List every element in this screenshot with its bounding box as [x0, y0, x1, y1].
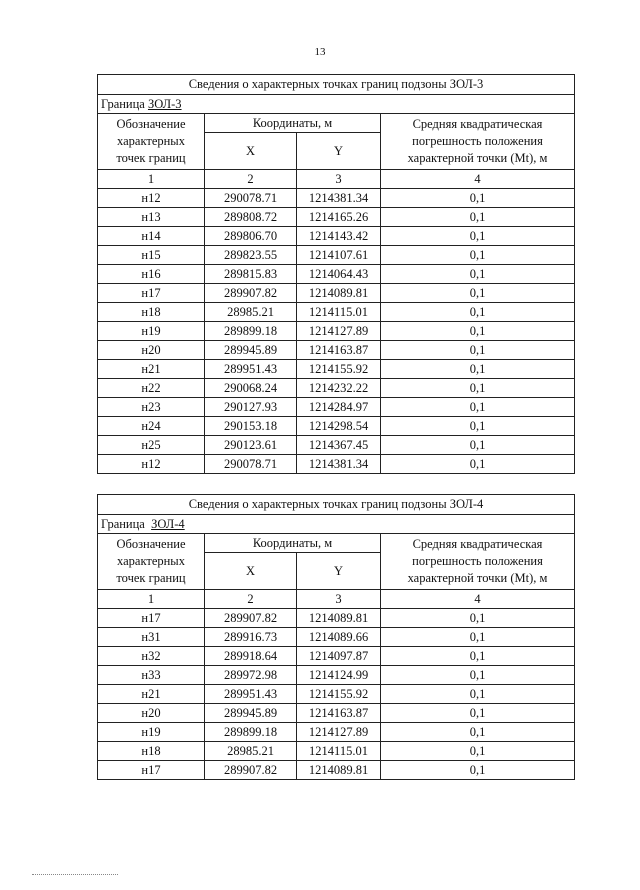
accuracy-cell: 0,1: [381, 341, 575, 360]
accuracy-cell: 0,1: [381, 609, 575, 628]
table-row: [98, 398, 575, 417]
x-cell: 289907.82: [205, 761, 297, 780]
accuracy-cell: 0,1: [381, 417, 575, 436]
coordinates-header: Координаты, м: [205, 114, 381, 133]
x-cell: 290078.71: [205, 189, 297, 208]
y-cell: 1214298.54: [297, 417, 381, 436]
point-id-cell: н19: [98, 723, 205, 742]
table-row: [98, 742, 575, 761]
table-row: [98, 265, 575, 284]
x-header: X: [205, 133, 297, 170]
page-number: 13: [314, 46, 326, 58]
y-cell: 1214127.89: [297, 322, 381, 341]
accuracy-cell: 0,1: [381, 436, 575, 455]
boundary-label: Граница ЗОЛ-3: [98, 95, 575, 114]
accuracy-cell: 0,1: [381, 284, 575, 303]
zol3-points-table: [97, 74, 575, 474]
x-cell: 289808.72: [205, 208, 297, 227]
table-title: Сведения о характерных точках границ подзоны ЗОЛ-3: [98, 75, 575, 95]
y-cell: 1214115.01: [297, 742, 381, 761]
x-cell: 289918.64: [205, 647, 297, 666]
accuracy-cell: 0,1: [381, 761, 575, 780]
column-number-row: 1 2 3 4: [98, 590, 575, 609]
x-cell: 28985.21: [205, 303, 297, 322]
point-id-cell: н12: [98, 189, 205, 208]
boundary-name: ЗОЛ-4: [151, 516, 185, 531]
y-cell: 1214155.92: [297, 360, 381, 379]
y-cell: 1214089.81: [297, 284, 381, 303]
zol4-points-table: [97, 494, 575, 780]
accuracy-cell: 0,1: [381, 227, 575, 246]
accuracy-cell: 0,1: [381, 360, 575, 379]
y-header: Y: [297, 553, 381, 590]
accuracy-cell: 0,1: [381, 379, 575, 398]
x-cell: 289823.55: [205, 246, 297, 265]
table-row: [98, 284, 575, 303]
x-cell: 289899.18: [205, 723, 297, 742]
y-cell: 1214143.42: [297, 227, 381, 246]
point-id-cell: н19: [98, 322, 205, 341]
table-row: [98, 723, 575, 742]
point-id-cell: н21: [98, 685, 205, 704]
accuracy-cell: 0,1: [381, 628, 575, 647]
table-row: [98, 436, 575, 455]
table-title: Сведения о характерных точках границ подзоны ЗОЛ-4: [98, 495, 575, 515]
accuracy-cell: 0,1: [381, 398, 575, 417]
point-id-cell: н12: [98, 455, 205, 474]
accuracy-header: Средняя квадратическая погрешность положения характерной точки (Mt), м: [381, 534, 575, 590]
point-id-cell: н17: [98, 761, 205, 780]
coordinates-header: Координаты, м: [205, 534, 381, 553]
boundary-label: Граница ЗОЛ-4: [98, 515, 575, 534]
table-row: [98, 647, 575, 666]
y-cell: 1214165.26: [297, 208, 381, 227]
x-cell: 289945.89: [205, 704, 297, 723]
point-id-cell: н22: [98, 379, 205, 398]
table-row: [98, 666, 575, 685]
x-cell: 289916.73: [205, 628, 297, 647]
point-id-cell: н21: [98, 360, 205, 379]
y-cell: 1214163.87: [297, 341, 381, 360]
accuracy-cell: 0,1: [381, 265, 575, 284]
accuracy-cell: 0,1: [381, 246, 575, 265]
y-cell: 1214097.87: [297, 647, 381, 666]
x-cell: 290127.93: [205, 398, 297, 417]
y-cell: 1214127.89: [297, 723, 381, 742]
y-cell: 1214155.92: [297, 685, 381, 704]
y-header: Y: [297, 133, 381, 170]
y-cell: 1214107.61: [297, 246, 381, 265]
x-cell: 289972.98: [205, 666, 297, 685]
x-cell: 290123.61: [205, 436, 297, 455]
x-cell: 289945.89: [205, 341, 297, 360]
x-header: X: [205, 553, 297, 590]
table-row: [98, 322, 575, 341]
x-cell: 28985.21: [205, 742, 297, 761]
accuracy-cell: 0,1: [381, 685, 575, 704]
x-cell: 289899.18: [205, 322, 297, 341]
point-id-cell: н16: [98, 265, 205, 284]
accuracy-cell: 0,1: [381, 208, 575, 227]
accuracy-cell: 0,1: [381, 455, 575, 474]
accuracy-cell: 0,1: [381, 666, 575, 685]
column-number-row: 1 2 3 4: [98, 170, 575, 189]
y-cell: 1214163.87: [297, 704, 381, 723]
point-id-cell: н32: [98, 647, 205, 666]
point-id-cell: н25: [98, 436, 205, 455]
x-cell: 289907.82: [205, 609, 297, 628]
y-cell: 1214381.34: [297, 455, 381, 474]
point-id-cell: н17: [98, 284, 205, 303]
x-cell: 289907.82: [205, 284, 297, 303]
point-id-cell: н14: [98, 227, 205, 246]
accuracy-header: Средняя квадратическая погрешность положения характерной точки (Mt), м: [381, 114, 575, 170]
point-id-cell: н13: [98, 208, 205, 227]
y-cell: 1214232.22: [297, 379, 381, 398]
designation-header: Обозначение характерных точек границ: [98, 534, 205, 590]
table-row: [98, 609, 575, 628]
x-cell: 289815.83: [205, 265, 297, 284]
accuracy-cell: 0,1: [381, 704, 575, 723]
point-id-cell: н18: [98, 742, 205, 761]
x-cell: 289951.43: [205, 360, 297, 379]
accuracy-cell: 0,1: [381, 322, 575, 341]
y-cell: 1214064.43: [297, 265, 381, 284]
accuracy-cell: 0,1: [381, 303, 575, 322]
zol4-rows: [98, 609, 575, 780]
y-cell: 1214367.45: [297, 436, 381, 455]
table-row: [98, 455, 575, 474]
accuracy-cell: 0,1: [381, 742, 575, 761]
x-cell: 290078.71: [205, 455, 297, 474]
y-cell: 1214089.81: [297, 609, 381, 628]
table-row: [98, 303, 575, 322]
point-id-cell: н31: [98, 628, 205, 647]
table-row: [98, 208, 575, 227]
x-cell: 289806.70: [205, 227, 297, 246]
y-cell: 1214115.01: [297, 303, 381, 322]
point-id-cell: н20: [98, 704, 205, 723]
table-row: [98, 360, 575, 379]
x-cell: 290153.18: [205, 417, 297, 436]
zol3-rows: [98, 189, 575, 474]
point-id-cell: н24: [98, 417, 205, 436]
table-row: [98, 379, 575, 398]
point-id-cell: н33: [98, 666, 205, 685]
table-row: [98, 704, 575, 723]
point-id-cell: н15: [98, 246, 205, 265]
y-cell: 1214089.66: [297, 628, 381, 647]
accuracy-cell: 0,1: [381, 723, 575, 742]
y-cell: 1214381.34: [297, 189, 381, 208]
point-id-cell: н17: [98, 609, 205, 628]
point-id-cell: н23: [98, 398, 205, 417]
accuracy-cell: 0,1: [381, 647, 575, 666]
table-row: [98, 628, 575, 647]
x-cell: 290068.24: [205, 379, 297, 398]
table-row: [98, 341, 575, 360]
table-row: [98, 189, 575, 208]
boundary-name: ЗОЛ-3: [147, 96, 182, 111]
table-row: [98, 761, 575, 780]
accuracy-cell: 0,1: [381, 189, 575, 208]
table-row: [98, 685, 575, 704]
table-row: [98, 417, 575, 436]
y-cell: 1214089.81: [297, 761, 381, 780]
footer-line: [32, 874, 118, 875]
point-id-cell: н18: [98, 303, 205, 322]
table-row: [98, 227, 575, 246]
point-id-cell: н20: [98, 341, 205, 360]
y-cell: 1214284.97: [297, 398, 381, 417]
table-row: [98, 246, 575, 265]
x-cell: 289951.43: [205, 685, 297, 704]
designation-header: Обозначение характерных точек границ: [98, 114, 205, 170]
y-cell: 1214124.99: [297, 666, 381, 685]
